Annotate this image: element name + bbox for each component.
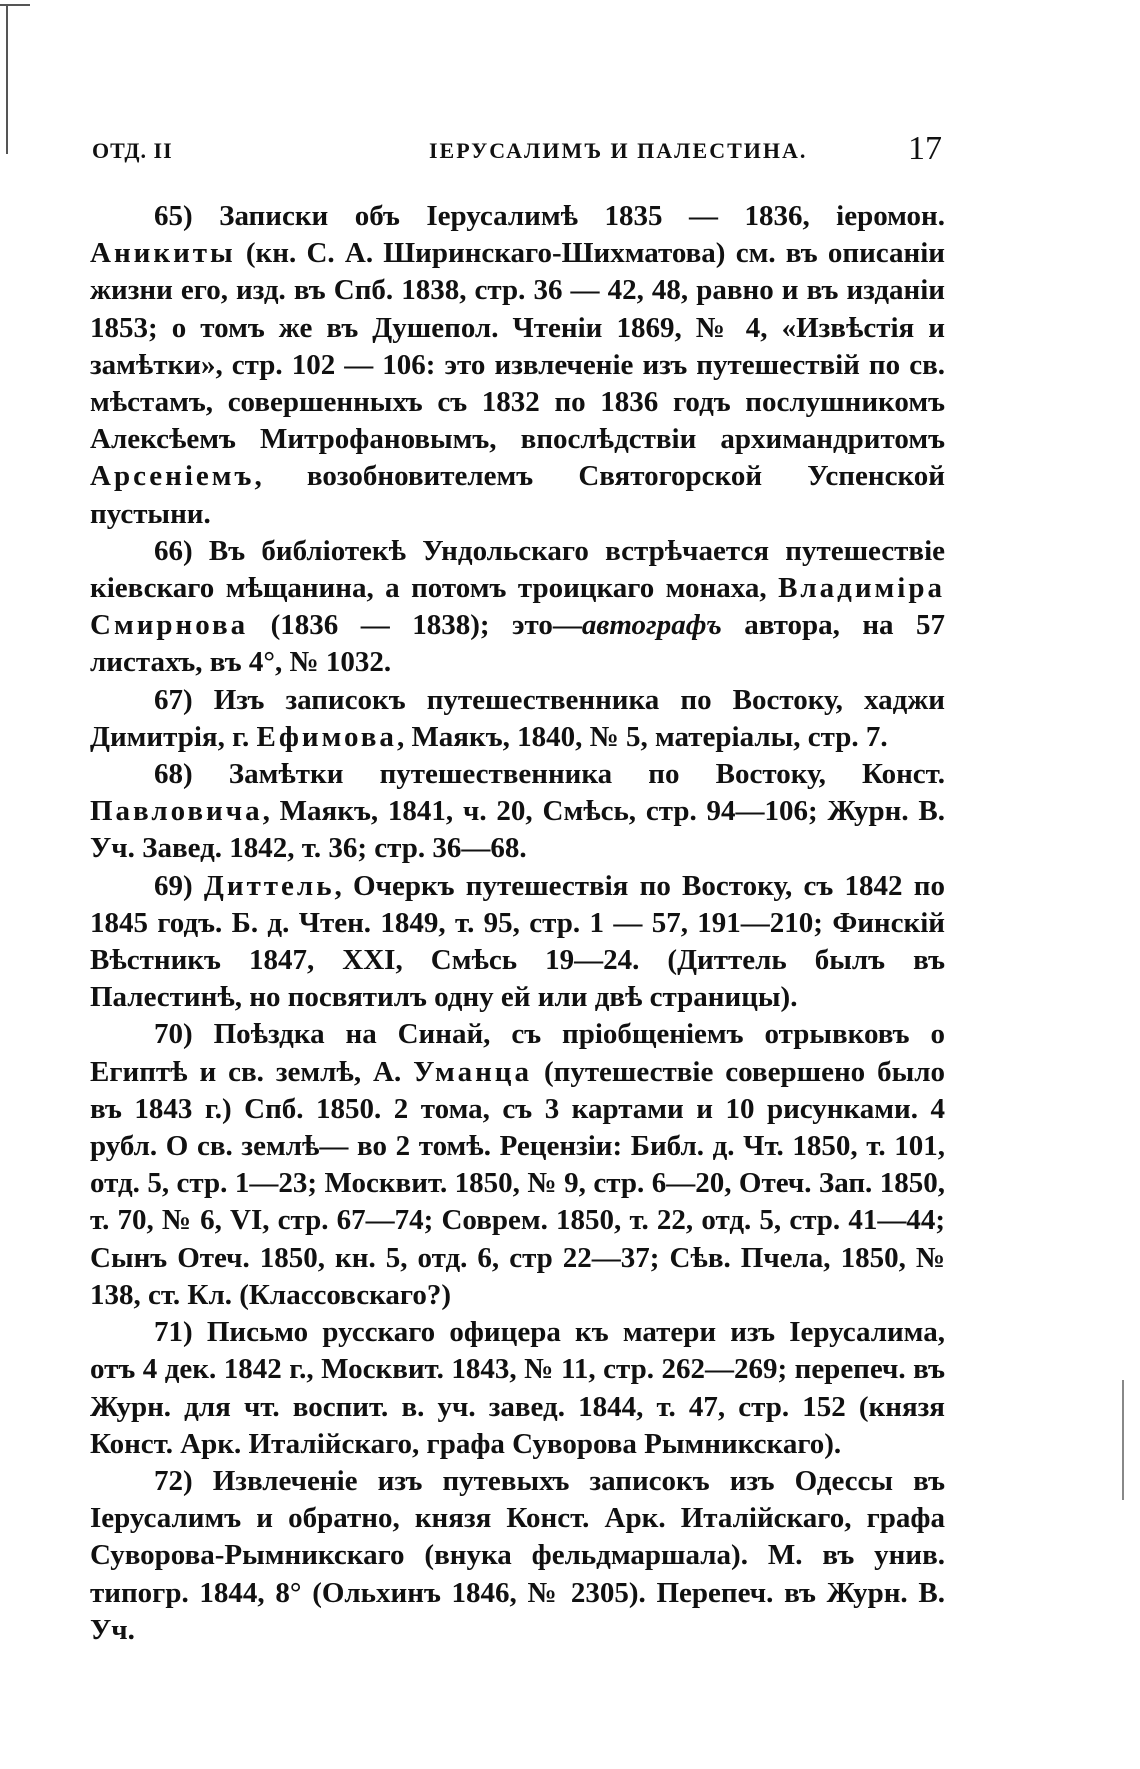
bibliography-entry	[90, 1016, 945, 1314]
bibliography-entry	[90, 198, 945, 533]
entry-text: 70) Поѣздка на Синай, съ пріобщеніемъ отрывковъ о Египтѣ и св. землѣ, А.	[90, 1018, 945, 1088]
emphasis-text: автографъ	[581, 609, 722, 642]
running-title: ІЕРУСАЛИМЪ И ПАЛЕСТИНА.	[429, 138, 808, 163]
running-header	[92, 130, 942, 170]
entry-text: , возобновителемъ Святогорской Успенской пустыни.	[90, 460, 945, 530]
author-name: Ефимова	[256, 720, 397, 753]
section-label: ОТД. II	[92, 138, 173, 163]
page-number: 17	[908, 130, 942, 167]
author-name: Владиміра Смирнова	[90, 572, 945, 642]
bibliography-entries	[90, 198, 945, 1649]
entry-text: , Маякъ, 1841, ч. 20, Смѣсь, стр. 94—106; Журн. В. Уч. Завед. 1842, т. 36; стр. 36—68.	[90, 795, 945, 865]
author-name: Диттель	[203, 869, 335, 902]
entry-text: 65) Записки объ Іерусалимѣ 1835 — 1836, іеромон.	[154, 200, 945, 232]
bibliography-entry	[90, 1463, 945, 1649]
entry-text: 69)	[154, 869, 204, 902]
bibliography-entry	[90, 682, 945, 756]
entry-text: автора, на 57 листахъ, въ 4°, № 1032.	[90, 609, 945, 679]
author-name: Павловича	[90, 795, 263, 828]
author-name: Арсеніемъ	[90, 460, 255, 493]
author-name: Аникиты	[90, 237, 236, 270]
entry-text: (кн. С. А. Ширинскаго-Шихматова) см. въ описаніи жизни его, изд. въ Спб. 1838, стр. 36 — 42, 48, равно и въ изданіи 1853; о томъ же въ Душепол. Чтеніи 1869, № 4, «Извѣстія и замѣтки», стр. 102 — 106: это извлеченіе изъ путешествій по св. мѣстамъ, совершенныхъ съ 1832 по 1836 годъ послушникомъ Алексѣемъ Митрофановымъ, впослѣдствіи архимандритомъ	[90, 237, 945, 456]
entry-text: 72) Извлеченіе изъ путевыхъ записокъ изъ Одессы въ Іерусалимъ и обратно, князя Конст. Арк. Италійскаго, графа Суворова-Рымникскаго (внука фельдмаршала). М. въ унив. типогр. 1844, 8° (Ольхинъ 1846, № 2305). Перепеч. въ Журн. В. Уч.	[90, 1464, 945, 1646]
entry-text: 66) Въ библіотекѣ Ундольскаго встрѣчается путешествіе кіевскаго мѣщанина, а потомъ троицкаго монаха,	[90, 534, 945, 605]
bibliography-entry	[90, 868, 945, 1017]
entry-text: , Очеркъ путешествія по Востоку, съ 1842 по 1845 годъ. Б. д. Чтен. 1849, т. 95, стр. 1 — 57, 191—210; Финскій Вѣстникъ 1847, XXI, Смѣсь 19—24. (Диттель былъ въ Палестинѣ, но посвятилъ одну ей или двѣ страницы).	[90, 869, 945, 1014]
entry-text: 67) Изъ записокъ путешественника по Востоку, хаджи Димитрія, г.	[90, 683, 945, 753]
scan-edge-mark-right	[1122, 1380, 1124, 1500]
bibliography-entry	[90, 756, 945, 868]
author-name: Уманца	[413, 1055, 533, 1088]
entry-text: , Маякъ, 1840, № 5, матеріалы, стр. 7.	[396, 720, 888, 753]
entry-text: 68) Замѣтки путешественника по Востоку, Конст.	[154, 758, 945, 791]
entry-text: (путешествіе совершено было въ 1843 г.) Спб. 1850. 2 тома, съ 3 картами и 10 рисунками. 4 рубл. О св. землѣ— во 2 томѣ. Рецензіи: Библ. д. Чт. 1850, т. 101, отд. 5, стр. 1—23; Москвит. 1850, № 9, стр. 6—20, Отеч. Зап. 1850, т. 70, № 6, VI, стр. 67—74; Соврем. 1850, т. 22, отд. 5, стр. 41—44; Сынъ Отеч. 1850, кн. 5, отд. 6, стр 22—37; Сѣв. Пчела, 1850, № 138, ст. Кл. (Классовскаго?)	[90, 1055, 945, 1311]
bibliography-entry	[90, 1314, 945, 1463]
entry-text: 71) Письмо русскаго офицера къ матери изъ Іерусалима, отъ 4 дек. 1842 г., Москвит. 1843, № 11, стр. 262—269; перепеч. въ Журн. для чт. воспит. в. уч. завед. 1844, т. 47, стр. 152 (князя Конст. Арк. Италійскаго, графа Суворова Рымникскаго).	[90, 1316, 945, 1460]
entry-text: (1836 — 1838); это—	[248, 609, 582, 642]
bibliography-entry	[90, 533, 945, 682]
scan-edge-mark-top	[0, 4, 30, 6]
scan-edge-mark-left	[6, 4, 8, 154]
